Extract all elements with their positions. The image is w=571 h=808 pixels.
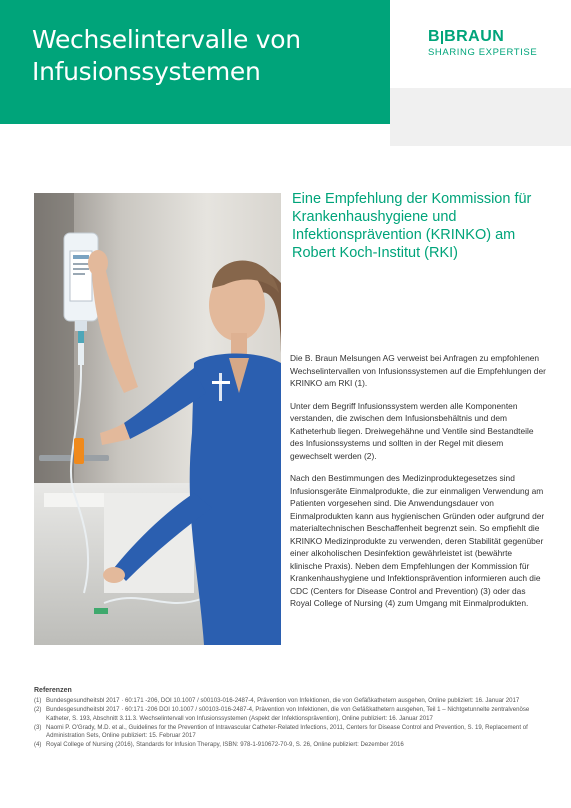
reference-number: (4) [34, 741, 42, 749]
paragraph: Unter dem Begriff Infusionssystem werden alle Komponenten verstanden, die zwischen dem Infusionsbehältnis und dem Katheterhub liegen. Dreiwegehähne und Ventile sind Bestandteile des Infusionssystems und sollten in der Regel mit diesem gewechselt werden (2). [290, 400, 534, 461]
reference-number: (1) [34, 697, 42, 705]
logo-wordmark [428, 28, 548, 46]
reference-item [34, 724, 544, 740]
reference-text: Bundesgesundheitsbl 2017 · 60:171 -206 DOI 10.1007 / s00103-016-2487-4, Prävention von Infektionen, die von Gefäßkathetern ausgehen, Teil 1 – Nichtgetunnelte zentralvenöse Katheter, S. 193, Abschnitt 3.11.3. Wechselintervall von Infusionssystemen (Aspekt der Infektionsprävention), Online publiziert: 16. Januar 2017 [46, 706, 530, 722]
logo-separator [441, 31, 443, 44]
logo-brand-right: BRAUN [444, 28, 505, 45]
reference-number: (2) [34, 706, 42, 714]
references-title: Referenzen [34, 687, 72, 694]
lead-heading: Eine Empfehlung der Kommission für Krankenhaushygiene und Infektionsprävention (KRINKO) am Robert Koch-Institut (RKI) [292, 191, 532, 261]
logo-tagline: SHARING EXPERTISE [428, 47, 538, 58]
reference-text: Bundesgesundheitsbl 2017 · 60:171 -206, DOI 10.1007 / s00103-016-2487-4, Prävention von Infektionen, die von Gefäßkathetern ausgehen, Online publiziert: 16. Januar 2017 [46, 697, 520, 705]
nurse-photo-illustration [34, 193, 281, 645]
logo-brand-left: B [428, 28, 441, 45]
page-title [32, 24, 382, 88]
header-banner [0, 0, 390, 124]
paragraph: Die B. Braun Melsungen AG verweist bei Anfragen zu empfohlenen Wechselintervallen von Infusionssystemen auf die Empfehlungen der KRINKO am RKI (1). [290, 353, 546, 388]
references [34, 687, 544, 750]
reference-item [34, 697, 544, 705]
nurse-photo [34, 193, 281, 645]
reference-item [34, 706, 544, 722]
decorative-band [390, 88, 571, 146]
bbraun-logo [428, 28, 548, 58]
reference-number: (3) [34, 723, 42, 731]
reference-text: Naomi P. O'Grady, M.D. et al., Guidelines for the Prevention of Intravascular Catheter-Related Infections, 2011, Centers for Disease Control and Prevention, S. 19, Replacement of Administration Sets, Online publiziert: 15. Februar 2017 [46, 723, 528, 740]
reference-item [34, 741, 544, 749]
paragraph: Nach den Bestimmungen des Medizinproduktegesetzes sind Infusionsgeräte Einmalprodukte, die zur einmaligen Verwendung am Patienten vorgesehen sind. Die Anwendungsdauer von Einmalprodukten kann aus hygienischen Gründen oder aufgrund der materialtechnischen Beschaffenheit begrenzt sein. So empfiehlt die KRINKO Medizinprodukte zu verwenden, deren Stabilität gegenüber einer alkoholischen Desinfektion gewährleistet ist (bewährte klinische Praxis). Neben dem Empfehlungen der Kommission für Krankenhaushygiene und Infektionsprävention informieren auch die CDC (Centers for Disease Control and Prevention) (3) oder das Royal College of Nursing (4) zum Umgang mit Einmalprodukten. [290, 473, 545, 608]
body-text [290, 352, 546, 620]
reference-text: Royal College of Nursing (2016), Standards for Infusion Therapy, ISBN: 978-1-910672-70-9, S. 26, Online publiziert: Dezember 2016 [46, 741, 404, 749]
title-line-1: Wechselintervalle von [32, 25, 301, 54]
title-line-2: Infusionssystemen [32, 57, 261, 86]
